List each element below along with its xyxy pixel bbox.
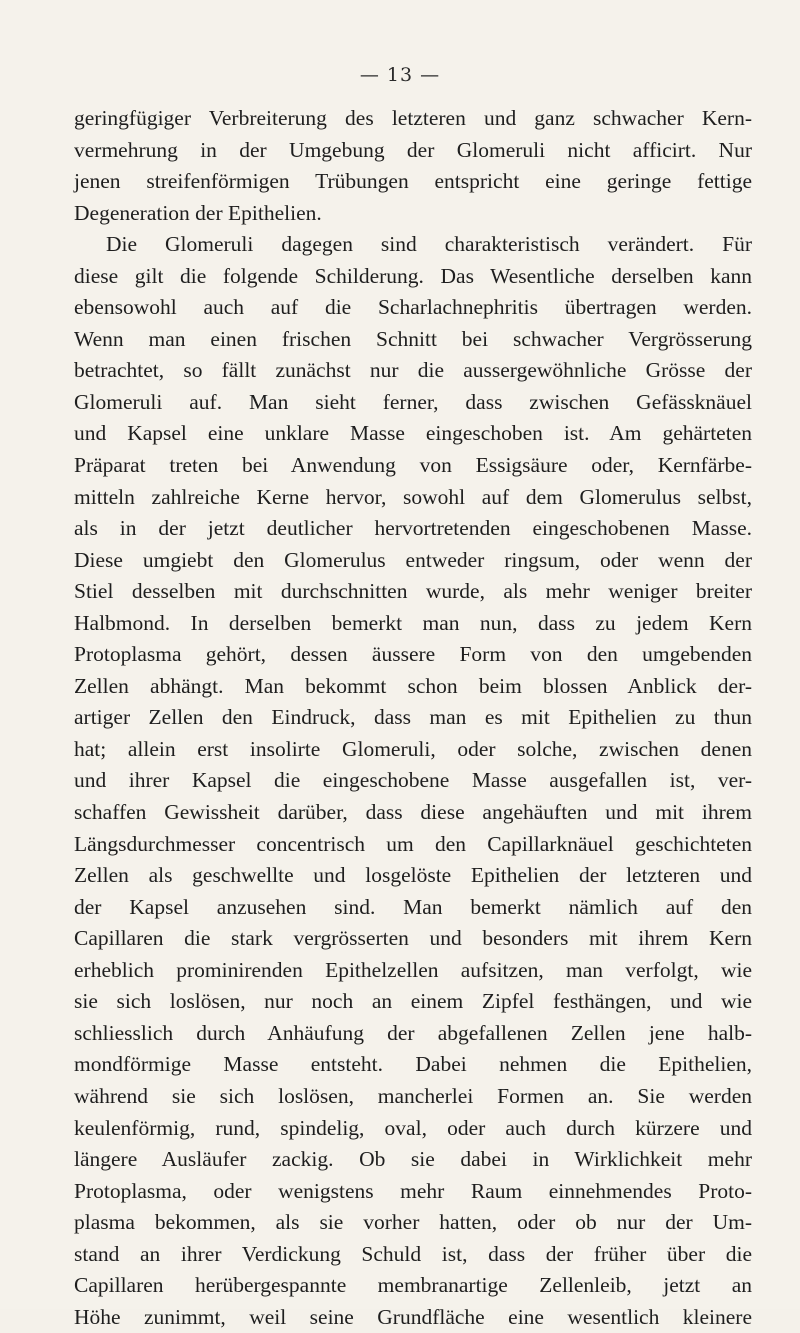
text-line: und Kapsel eine unklare Masse eingeschoben ist. Am gehärteten [74, 421, 752, 446]
text-line: diese gilt die folgende Schilderung. Das Wesentliche derselben kann [74, 263, 752, 288]
text-line: der Kapsel anzusehen sind. Man bemerkt nämlich auf den [74, 894, 752, 919]
text-line: geringfügiger Verbreiterung des letzteren und ganz schwacher Kern- [74, 106, 752, 130]
text-line: keulenförmig, rund, spindelig, oval, oder auch durch kürzere und [74, 1115, 752, 1140]
text-line: als in der jetzt deutlicher hervortretenden eingeschobenen Masse. [74, 516, 752, 541]
text-line: mondförmige Masse entsteht. Dabei nehmen die Epithelien, [74, 1052, 752, 1077]
text-line: mitteln zahlreiche Kerne hervor, sowohl auf dem Glomerulus selbst, [74, 484, 752, 509]
text-line: ebensowohl auch auf die Scharlachnephritis übertragen werden. [74, 295, 752, 320]
text-line: Degeneration der Epithelien. [74, 200, 322, 225]
text-line: Halbmond. In derselben bemerkt man nun, dass zu jedem Kern [74, 610, 752, 635]
text-line: erheblich prominirenden Epithelzellen aufsitzen, man verfolgt, wie [74, 957, 752, 982]
text-line: Längsdurchmesser concentrisch um den Capillarknäuel geschichteten [74, 831, 752, 856]
text-line: Wenn man einen frischen Schnitt bei schwacher Vergrösserung [74, 326, 752, 351]
text-line: artiger Zellen den Eindruck, dass man es mit Epithelien zu thun [74, 705, 752, 730]
text-line: längere Ausläufer zackig. Ob sie dabei in Wirklichkeit mehr [74, 1147, 752, 1172]
text-line: stand an ihrer Verdickung Schuld ist, dass der früher über die [74, 1241, 752, 1266]
text-line: Protoplasma, oder wenigstens mehr Raum einnehmendes Proto- [74, 1178, 752, 1203]
text-line: Zellen abhängt. Man bekommt schon beim blossen Anblick der- [74, 673, 752, 698]
text-line: Zellen als geschwellte und losgelöste Epithelien der letzteren und [74, 863, 752, 888]
text-line: betrachtet, so fällt zunächst nur die aussergewöhnliche Grösse der [74, 358, 752, 383]
text-line: Capillaren die stark vergrösserten und besonders mit ihrem Kern [74, 926, 752, 951]
text-line: sie sich loslösen, nur noch an einem Zipfel festhängen, und wie [74, 989, 752, 1014]
text-line: während sie sich loslösen, mancherlei Formen an. Sie werden [74, 1083, 752, 1108]
text-line: vermehrung in der Umgebung der Glomeruli nicht afficirt. Nur [74, 137, 752, 162]
text-line: Diese umgiebt den Glomerulus entweder ringsum, oder wenn der [74, 547, 752, 572]
page-number: — 13 — [359, 64, 441, 86]
text-line: Glomeruli auf. Man sieht ferner, dass zwischen Gefässknäuel [74, 389, 752, 414]
text-line: Capillaren herübergespannte membranartige Zellenleib, jetzt an [74, 1273, 752, 1298]
text-line: Protoplasma gehört, dessen äussere Form von den umgebenden [74, 642, 752, 667]
text-line: schliesslich durch Anhäufung der abgefallenen Zellen jene halb- [74, 1020, 752, 1045]
text-line: hat; allein erst insolirte Glomeruli, oder solche, zwischen denen [74, 736, 752, 761]
text-line: schaffen Gewissheit darüber, dass diese angehäuften und mit ihrem [74, 800, 752, 825]
body-text [74, 103, 752, 1333]
text-line: plasma bekommen, als sie vorher hatten, oder ob nur der Um- [74, 1210, 752, 1235]
text-line: Präparat treten bei Anwendung von Essigsäure oder, Kernfärbe- [74, 453, 752, 478]
text-line: Die Glomeruli dagegen sind charakteristisch verändert. Für [106, 232, 752, 257]
text-line: und ihrer Kapsel die eingeschobene Masse ausgefallen ist, ver- [74, 768, 752, 793]
text-line: jenen streifenförmigen Trübungen entspricht eine geringe fettige [74, 169, 752, 194]
text-line: Stiel desselben mit durchschnitten wurde, als mehr weniger breiter [74, 579, 752, 604]
text-line: Höhe zunimmt, weil seine Grundfläche eine wesentlich kleinere [74, 1304, 752, 1329]
